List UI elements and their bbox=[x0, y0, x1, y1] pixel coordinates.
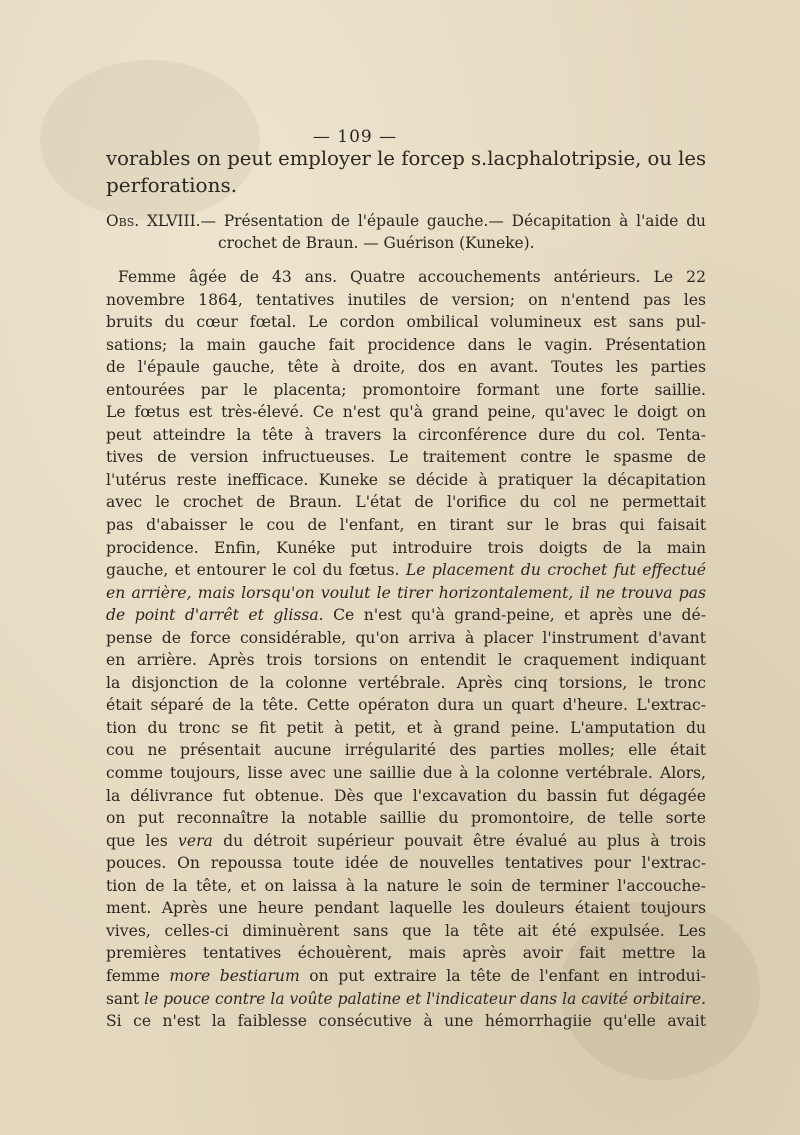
text-line: cou ne présentait aucune irrégularité des parties molles; elle était bbox=[106, 741, 706, 760]
text-line: Le fœtus est très-élevé. Ce n'est qu'à grand peine, qu'avec le doigt on bbox=[106, 403, 706, 422]
text-line: la disjonction de la colonne vertébrale. Après cinq torsions, le tronc bbox=[106, 673, 706, 692]
text-line bbox=[106, 988, 706, 1011]
text-line: premières tentatives échouèrent, mais après avoir fait mettre la bbox=[106, 944, 706, 963]
text-line: l'utérus reste inefficace. Kuneke se décide à pratiquer la décapitation bbox=[106, 470, 706, 489]
text-segment: que les bbox=[106, 831, 179, 850]
text-line: tion du tronc se fit petit à petit, et à grand peine. L'amputation du bbox=[106, 718, 706, 737]
italic-line: en arrière, mais lorsqu'on voulut le tirer horizontalement, il ne trouva pas bbox=[106, 583, 706, 602]
text-line: pouces. On repoussa toute idée de nouvelles tentatives pour l'extrac- bbox=[106, 854, 706, 873]
observation-body bbox=[106, 266, 706, 1033]
text-line: tives de version infructueuses. Le traitement contre le spasme de bbox=[106, 448, 706, 467]
text-line: de l'épaule gauche, tête à droite, dos en avant. Toutes les parties bbox=[106, 358, 706, 377]
observation-subtitle: crochet de Braun. — Guérison (Kuneke). bbox=[218, 234, 535, 252]
italic-segment: vera bbox=[178, 831, 213, 850]
italic-segment: Le placement du crochet fut effectué bbox=[405, 561, 707, 580]
text-line: ment. Après une heure pendant laquelle les douleurs étaient toujours bbox=[106, 899, 706, 918]
italic-segment: de point d'arrêt et glissa. bbox=[106, 606, 324, 625]
text-line: Si ce n'est la faiblesse consécutive à une hémorrhagiie qu'elle avait bbox=[106, 1012, 706, 1031]
text-segment: femme bbox=[106, 966, 170, 985]
text-line: procidence. Enfin, Kunéke put introduire trois doigts de la main bbox=[106, 538, 706, 557]
text-line: on put reconnaître la notable saillie du promontoire, de telle sorte bbox=[106, 809, 706, 828]
text-line: pas d'abaisser le cou de l'enfant, en tirant sur le bras qui faisait bbox=[106, 516, 706, 535]
text-line: pense de force considérable, qu'on arriva à placer l'instrument d'avant bbox=[106, 628, 706, 647]
text-line: avec le crochet de Braun. L'état de l'orifice du col ne permettait bbox=[106, 493, 706, 512]
text-line: sations; la main gauche fait procidence dans le vagin. Présentation bbox=[106, 335, 706, 354]
text-line: perforations. bbox=[106, 173, 238, 197]
text-segment: Ce n'est qu'à grand-peine, et après une dé- bbox=[323, 606, 706, 625]
text-line: entourées par le placenta; promontoire formant une forte saillie. bbox=[106, 380, 706, 399]
text-line: bruits du cœur fœtal. Le cordon ombilical volumineux est sans pul- bbox=[106, 313, 706, 332]
text-line bbox=[106, 559, 706, 582]
text-segment: sant bbox=[106, 989, 145, 1008]
observation-label: Obs. XLVIII.— bbox=[106, 212, 216, 230]
text-line: vorables on peut employer le forcep s.lacphalotripsie, ou les bbox=[106, 147, 707, 170]
text-segment: on put extraire la tête de l'enfant en introdui- bbox=[299, 966, 706, 985]
observation-heading-line bbox=[106, 210, 706, 232]
text-line bbox=[106, 830, 706, 853]
text-line: la délivrance fut obtenue. Dès que l'excavation du bassin fut dégagée bbox=[106, 786, 706, 805]
page-number: — 109 — bbox=[312, 127, 398, 147]
italic-segment: more bestiarum bbox=[169, 966, 300, 985]
text-segment: du détroit supérieur pouvait être évalué au plus à trois bbox=[212, 831, 706, 850]
text-segment: gauche, et entourer le col du fœtus. bbox=[106, 561, 406, 580]
text-line: en arrière. Après trois torsions on entendit le craquement indiquant bbox=[106, 651, 706, 670]
text-line: était séparé de la tête. Cette opératon dura un quart d'heure. L'extrac- bbox=[106, 696, 706, 715]
text-line: peut atteindre la tête à travers la circonférence dure du col. Tenta- bbox=[106, 425, 706, 444]
text-line bbox=[106, 965, 706, 988]
observation-heading bbox=[106, 210, 706, 254]
text-line: comme toujours, lisse avec une saillie due à la colonne vertébrale. Alors, bbox=[106, 764, 706, 783]
text-line: vives, celles-ci diminuèrent sans que la tête ait été expulsée. Les bbox=[106, 921, 706, 940]
italic-segment: le pouce contre la voûte palatine et l'indicateur dans la cavité orbitaire. bbox=[144, 989, 706, 1008]
text-line: tion de la tête, et on laissa à la nature le soin de terminer l'accouche- bbox=[106, 876, 706, 895]
text-line bbox=[106, 604, 706, 627]
intro-paragraph bbox=[106, 146, 706, 198]
observation-title: Présentation de l'épaule gauche.— Décapitation à l'aide du bbox=[223, 212, 706, 230]
text-line: novembre 1864, tentatives inutiles de version; on n'entend pas les bbox=[106, 290, 706, 309]
text-line: Femme âgée de 43 ans. Quatre accouchements antérieurs. Le 22 bbox=[118, 268, 706, 286]
